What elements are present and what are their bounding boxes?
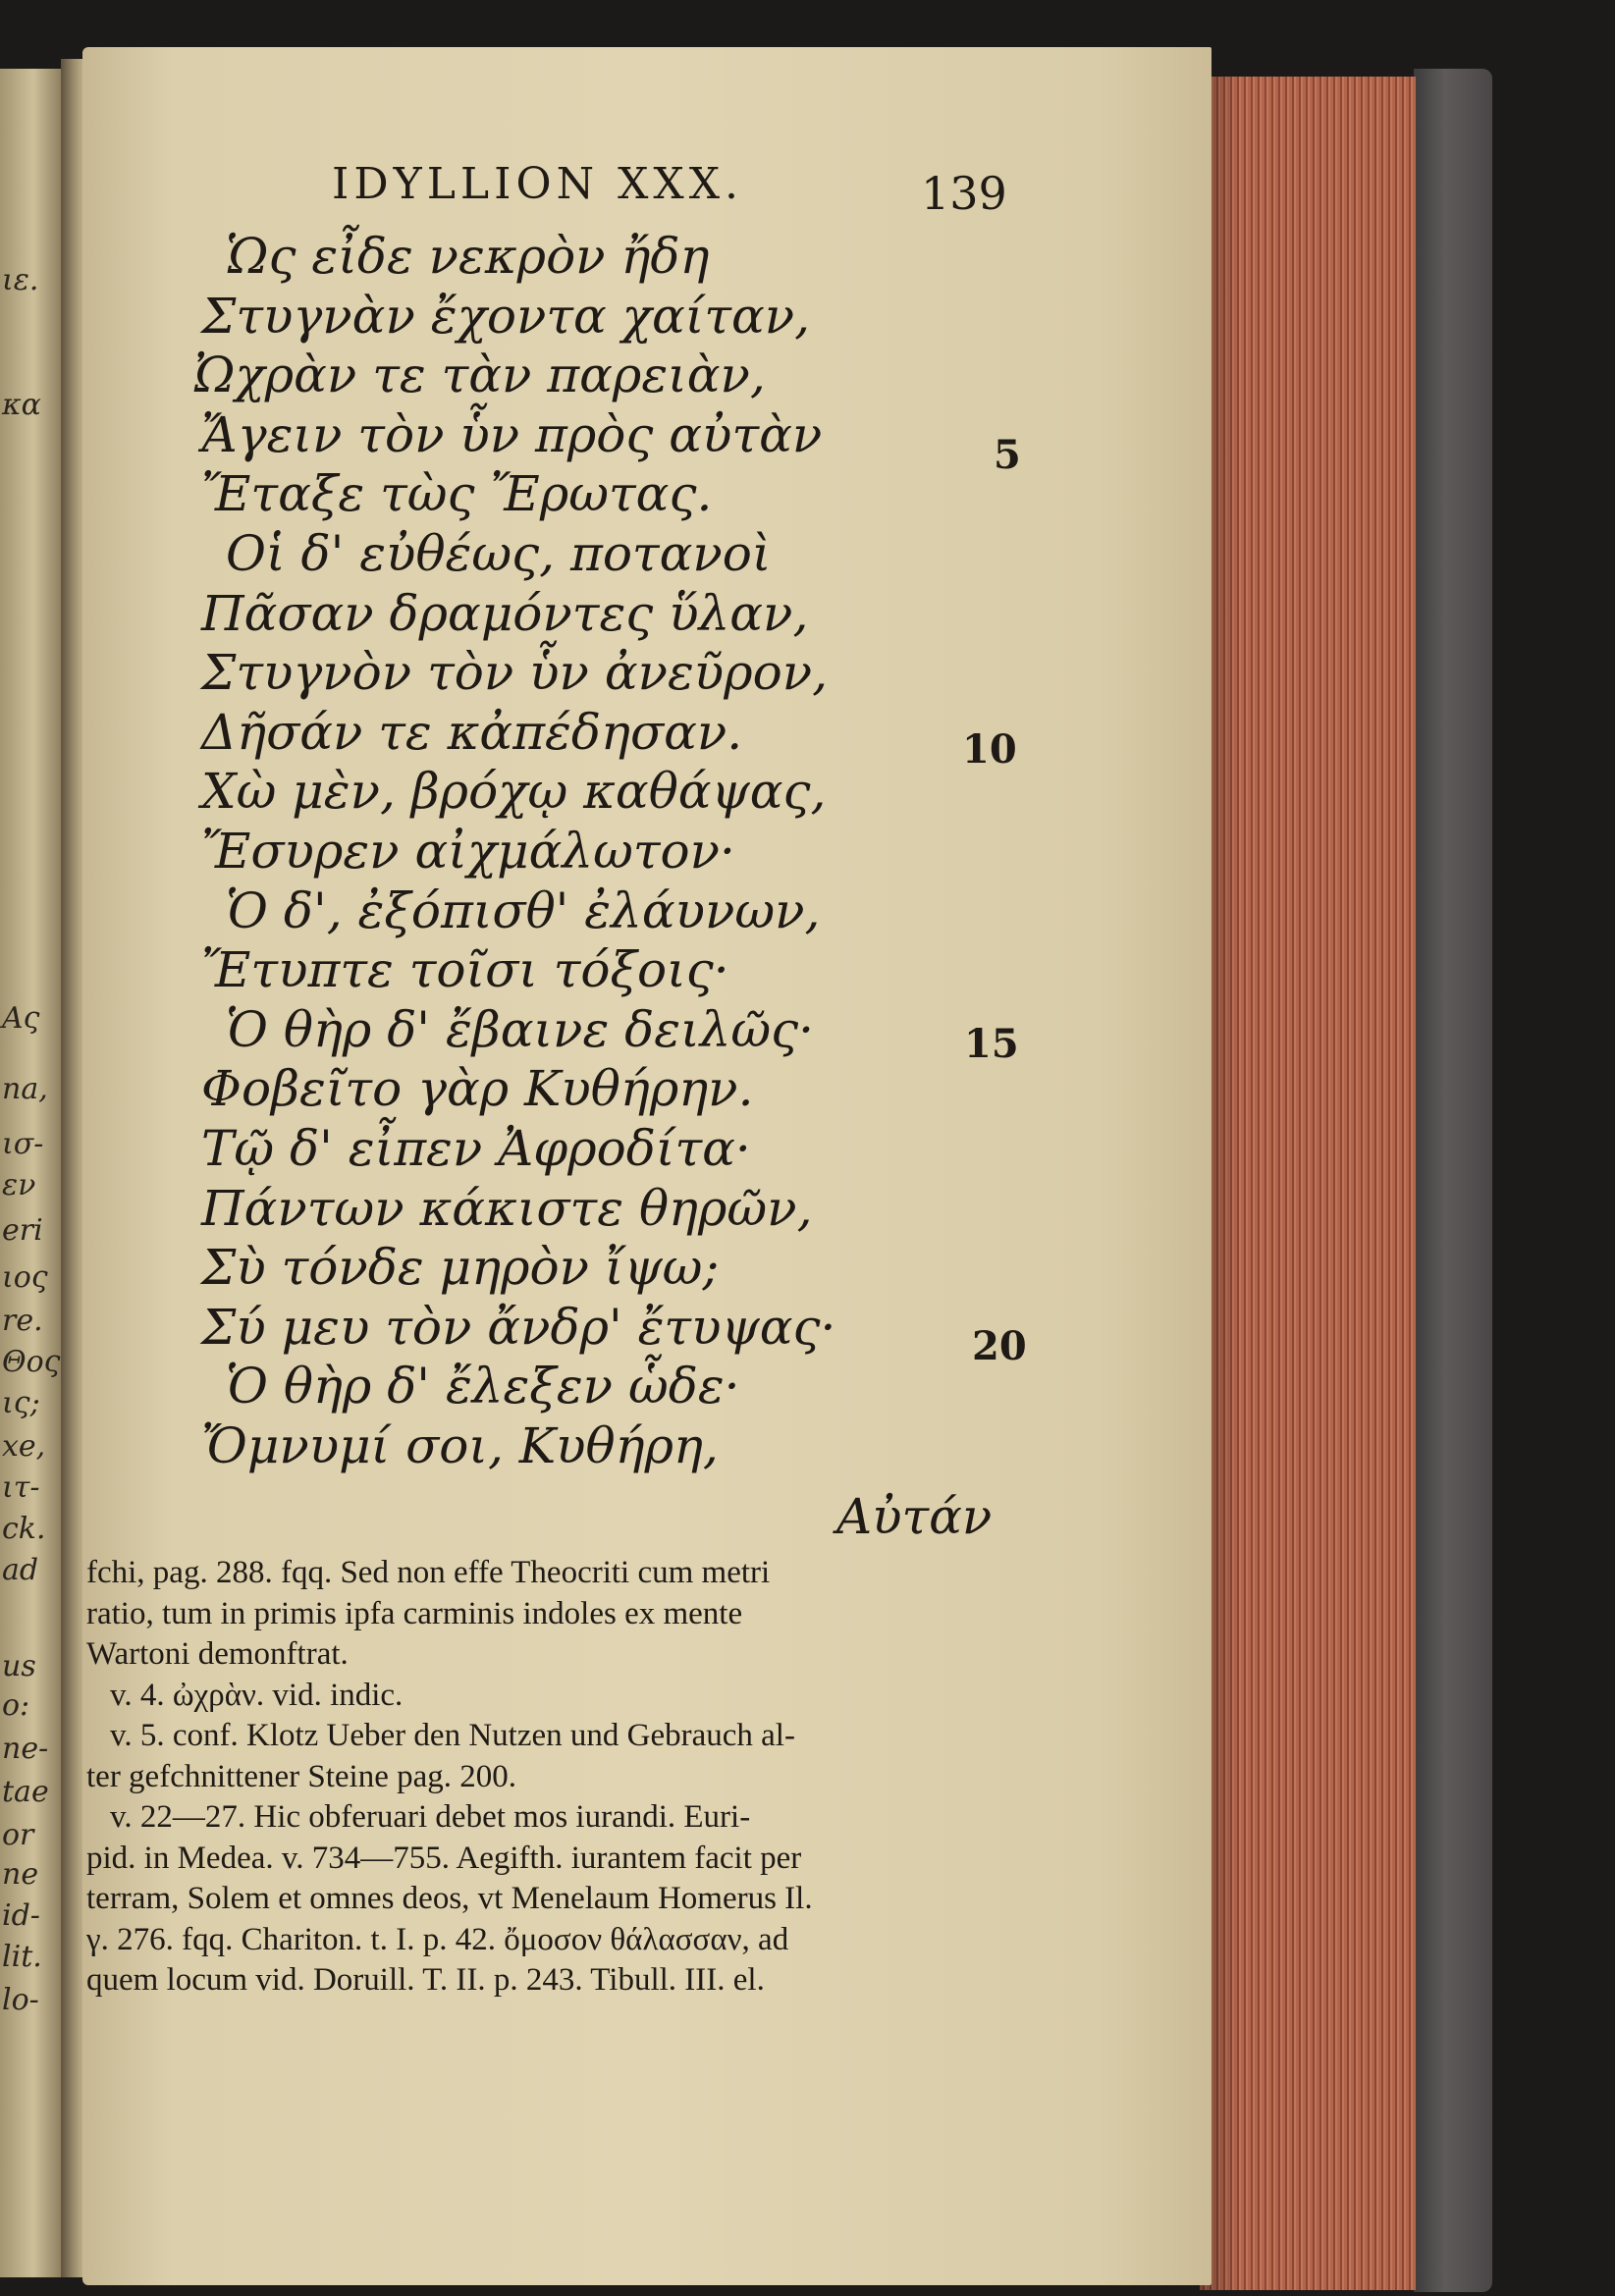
margin-fragment: Ας <box>2 1001 40 1036</box>
verse-line: Ὁ δ', ἐξόπισθ' ἐλάυνων, <box>226 881 821 939</box>
line-number-5: 5 <box>994 432 1021 478</box>
margin-fragment: ις; <box>2 1386 40 1420</box>
note-line: v. 5. conf. Klotz Ueber den Nutzen und Gebrauch al- <box>110 1718 795 1753</box>
margin-fragment: us <box>2 1649 36 1683</box>
margin-fragment: na, <box>2 1072 48 1106</box>
book-gutter <box>61 59 84 2277</box>
verse-line: Πᾶσαν δραμόντες ὕλαν, <box>201 584 809 642</box>
verse-line: Ὁ θὴρ δ' ἔλεξεν ὧδε· <box>226 1358 740 1415</box>
book-cover <box>1414 69 1492 2292</box>
margin-fragment: o: <box>2 1688 30 1723</box>
note-line: Wartoni demonftrat. <box>86 1636 349 1672</box>
verse-line: Ἄγειν τὸν ὗν πρὸς αὐτὰν <box>201 405 823 463</box>
catchword: Αὐτάν <box>836 1488 993 1545</box>
verse-line: Οἱ δ' εὐθέως, ποτανοὶ <box>226 525 772 582</box>
verse-line: Ἔσυρεν αἰχμάλωτον· <box>201 823 735 880</box>
note-line: v. 4. ὠχρὰν. vid. indic. <box>110 1677 404 1713</box>
margin-fragment: xe, <box>2 1429 46 1464</box>
note-line: terram, Solem et omnes deos, vt Menelaum Homerus Il. <box>86 1881 813 1916</box>
verse-line: Φοβεῖτο γὰρ Κυθήρην. <box>201 1060 754 1118</box>
margin-fragment: ιτ- <box>2 1470 40 1505</box>
margin-fragment: Θος <box>2 1345 61 1379</box>
margin-fragment: ιος <box>2 1260 48 1295</box>
line-number-15: 15 <box>964 1021 1019 1067</box>
margin-fragment: ad <box>2 1553 39 1587</box>
margin-fragment: εν <box>2 1168 36 1202</box>
verse-line: Τῷ δ' εἶπεν Ἀφροδίτα· <box>201 1120 751 1177</box>
margin-fragment: ne <box>2 1857 39 1892</box>
margin-fragment: id- <box>2 1898 40 1933</box>
margin-fragment: ne- <box>2 1732 49 1766</box>
verse-line: Ἔταξε τὼς Ἔρωτας. <box>201 465 713 523</box>
margin-fragment: ιε. <box>2 263 39 297</box>
margin-fragment: ck. <box>2 1512 46 1546</box>
note-line: quem locum vid. Doruill. T. II. p. 243. Tibull. III. el. <box>86 1962 765 1998</box>
verse-line: Ὁ θὴρ δ' ἔβαινε δειλῶς· <box>226 1000 815 1058</box>
note-line: ratio, tum in primis ipfa carminis indoles ex mente <box>86 1595 743 1631</box>
verse-line: Στυγνὸν τὸν ὗν ἀνεῦρον, <box>201 644 828 702</box>
verse-line: Πάντων κάκιστε θηρῶν, <box>201 1179 813 1237</box>
margin-fragment: eri <box>2 1213 43 1248</box>
margin-fragment: or <box>2 1818 34 1852</box>
verse-line: Ἔτυπτε τοῖσι τόξοις· <box>201 941 729 999</box>
note-line: γ. 276. fqq. Chariton. t. I. p. 42. ὄμοσον θάλασσαν, ad <box>86 1921 789 1957</box>
verse-line: Χὼ μὲν, βρόχῳ καθάψας, <box>201 763 827 821</box>
note-line: pid. in Medea. v. 734—755. Aegifth. iurantem facit per <box>86 1840 802 1876</box>
note-line: v. 22—27. Hic obferuari debet mos iurandi. Euri- <box>110 1799 751 1835</box>
page-number: 139 <box>921 167 1007 220</box>
verse-line: Ὡς εἶδε νεκρὸν ἤδη <box>226 228 710 285</box>
margin-fragment: tae <box>2 1775 49 1809</box>
margin-fragment: lo- <box>2 1983 39 2017</box>
note-line: fchi, pag. 288. fqq. Sed non effe Theocriti cum metri <box>86 1555 771 1590</box>
margin-fragment: ισ- <box>2 1127 44 1161</box>
verse-line: Σύ μευ τὸν ἄνδρ' ἔτυψας· <box>201 1298 836 1356</box>
line-number-10: 10 <box>962 726 1017 773</box>
verse-line: Δῆσάν τε κἀπέδησαν. <box>201 703 743 761</box>
margin-fragment: κα <box>2 388 41 422</box>
verse-line: Σὺ τόνδε μηρὸν ἴψω; <box>201 1239 720 1297</box>
running-head: IDYLLION XXX. <box>332 159 744 209</box>
margin-fragment: re. <box>2 1304 43 1338</box>
margin-fragment: lit. <box>2 1940 42 1974</box>
note-line: ter gefchnittener Steine pag. 200. <box>86 1758 517 1794</box>
line-number-20: 20 <box>972 1323 1027 1369</box>
verse-line: Ὠχρὰν τε τὰν παρειὰν, <box>194 347 766 404</box>
verse-line: Στυγνὰν ἔχοντα χαίταν, <box>201 287 811 345</box>
verse-line: Ὄμνυμί σοι, Κυθήρη, <box>201 1417 719 1474</box>
